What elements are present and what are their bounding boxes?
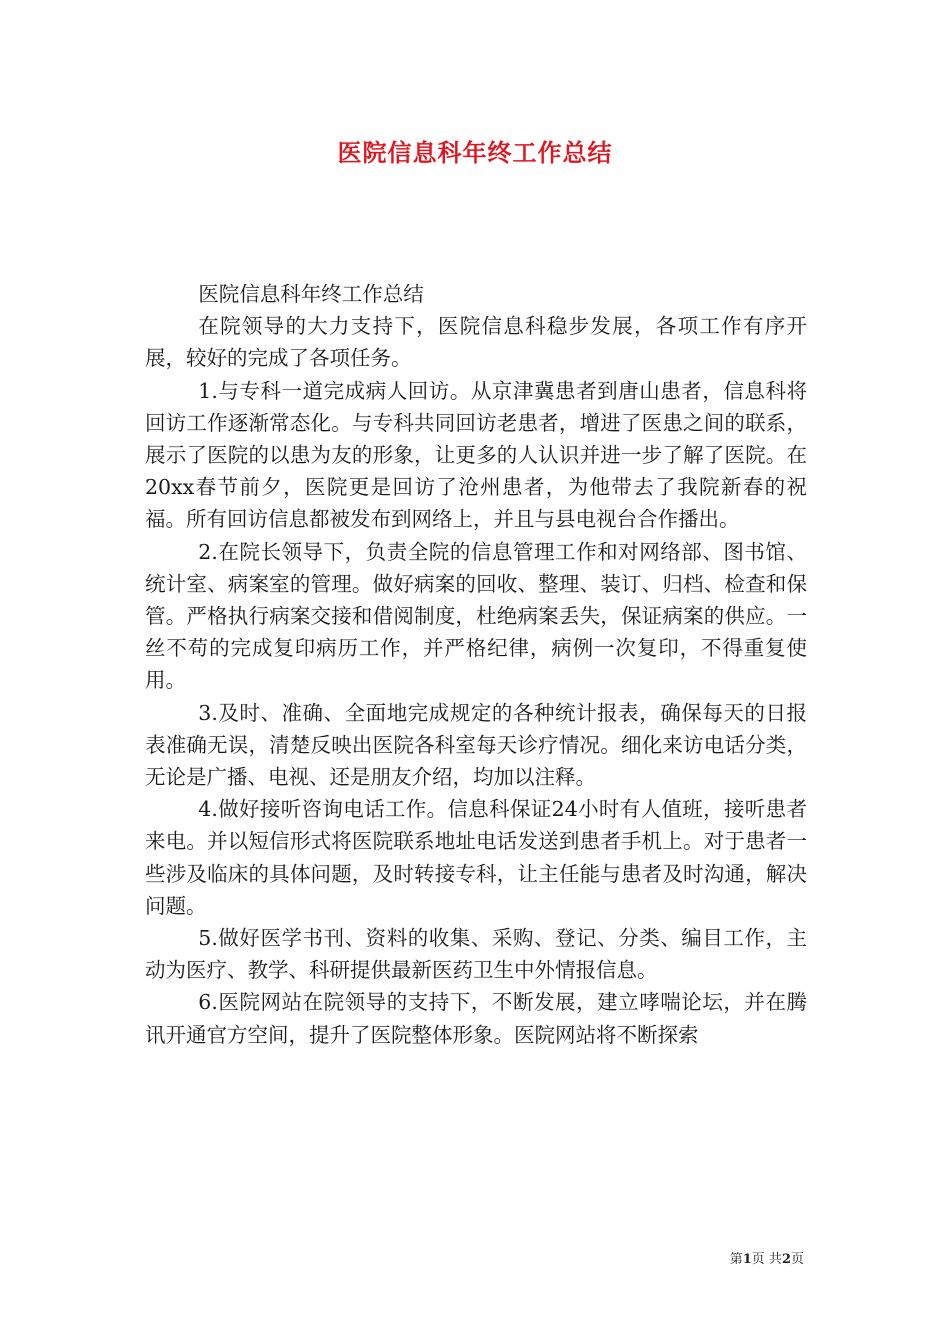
document-title: 医院信息科年终工作总结 bbox=[337, 139, 613, 167]
paragraph-intro: 在院领导的大力支持下，医院信息科稳步发展，各项工作有序开展，较好的完成了各项任务。 bbox=[145, 314, 807, 371]
footer-middle: 页 共 bbox=[751, 1252, 782, 1267]
footer-total-pages: 2 bbox=[781, 1252, 791, 1267]
paragraph-item-6: 6.医院网站在院领导的支持下，不断发展，建立哮喘论坛，并在腾讯开通官方空间，提升了医院整体形象。医院网站将不断探索 bbox=[145, 990, 807, 1047]
paragraph-item-5: 5.做好医学书刊、资料的收集、采购、登记、分类、编目工作，主动为医疗、教学、科研提供最新医药卫生中外情报信息。 bbox=[145, 926, 807, 983]
paragraph-heading: 医院信息科年终工作总结 bbox=[198, 282, 424, 306]
page-footer bbox=[730, 1248, 804, 1267]
paragraph-item-2: 2.在院长领导下，负责全院的信息管理工作和对网络部、图书馆、统计室、病案室的管理。做好病案的回收、整理、装订、归档、检查和保管。严格执行病案交接和借阅制度，杜绝病案丢失，保证病案的供应。一丝不苟的完成复印病历工作，并严格纪律，病例一次复印，不得重复使用。 bbox=[145, 539, 807, 693]
footer-prefix: 第 bbox=[729, 1252, 743, 1267]
footer-suffix: 页 bbox=[790, 1252, 804, 1267]
paragraph-item-4: 4.做好接听咨询电话工作。信息科保证24小时有人值班，接听患者来电。并以短信形式将医院联系地址电话发送到患者手机上。对于患者一些涉及临床的具体问题，及时转接专科，让主任能与患者及时沟通，解决问题。 bbox=[145, 797, 807, 918]
document-body bbox=[145, 278, 807, 1051]
paragraph-item-1: 1.与专科一道完成病人回访。从京津冀患者到唐山患者，信息科将回访工作逐渐常态化。与专科共同回访老患者，增进了医患之间的联系，展示了医院的以患为友的形象，让更多的人认识并进一步了解了医院。在20xx春节前夕，医院更是回访了沧州患者，为他带去了我院新春的祝福。所有回访信息都被发布到网络上，并且与县电视台合作播出。 bbox=[145, 378, 807, 532]
paragraph-item-3: 3.及时、准确、全面地完成规定的各种统计报表，确保每天的日报表准确无误，清楚反映出医院各科室每天诊疗情况。细化来访电话分类，无论是广播、电视、还是朋友介绍，均加以注释。 bbox=[145, 700, 807, 790]
footer-page-number: 1 bbox=[742, 1252, 752, 1267]
